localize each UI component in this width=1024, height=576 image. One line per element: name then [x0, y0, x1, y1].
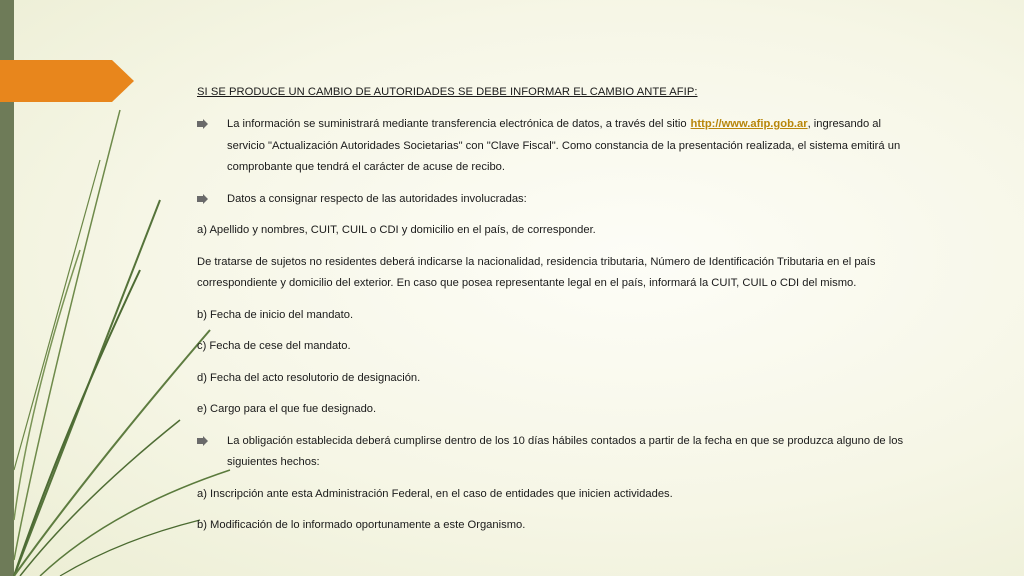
bullet-item	[197, 431, 919, 474]
non-resident-paragraph: De tratarse de sujetos no residentes deberá indicarse la nacionalidad, residencia tributaria, Número de Identificación Tributaria en el país correspondiente y domicilio del exterior. En caso que posea representante legal en el país, informará la CUIT, CUIL o CDI del mismo.	[197, 255, 876, 289]
orange-accent-tab	[0, 60, 134, 102]
bullet-text: Datos a consignar respecto de las autoridades involucradas:	[227, 192, 527, 205]
bullet-text: La obligación establecida deberá cumplirse dentro de los 10 días hábiles contados a partir de la fecha en que se produzca alguno de los siguientes hechos:	[227, 434, 904, 468]
event-a: a) Inscripción ante esta Administración Federal, en el caso de entidades que inicien actividades.	[197, 487, 673, 500]
bullet-item	[197, 189, 919, 211]
arrow-bullet-icon	[197, 119, 208, 129]
item-c: c) Fecha de cese del mandato.	[197, 340, 351, 352]
bullet-item	[197, 114, 919, 179]
bullet-text: La información se suministrará mediante transferencia electrónica de datos, a través del sitio	[227, 118, 687, 130]
slide-heading: SI SE PRODUCE UN CAMBIO DE AUTORIDADES SE DEBE INFORMAR EL CAMBIO ANTE AFIP:	[197, 86, 698, 98]
arrow-bullet-icon	[197, 436, 208, 446]
item-d: d) Fecha del acto resolutorio de designación.	[197, 371, 421, 384]
item-b: b) Fecha de inicio del mandato.	[197, 308, 354, 321]
slide-content	[197, 84, 919, 547]
event-b: b) Modificación de lo informado oportunamente a este Organismo.	[197, 519, 526, 531]
afip-link[interactable]: http://www.afip.gob.ar	[690, 118, 808, 130]
bullet-text-cont: , ingresando al servicio "Actualización Autoridades Societarias" con "Clave Fiscal". Como constancia de la presentación realizada, el sistema emitirá un comprobante que tendrá el carácter de acuse de recibo.	[227, 118, 901, 173]
arrow-bullet-icon	[197, 194, 208, 204]
item-e: e) Cargo para el que fue designado.	[197, 403, 377, 415]
item-a: a) Apellido y nombres, CUIT, CUIL o CDI y domicilio en el país, de corresponder.	[197, 224, 596, 236]
